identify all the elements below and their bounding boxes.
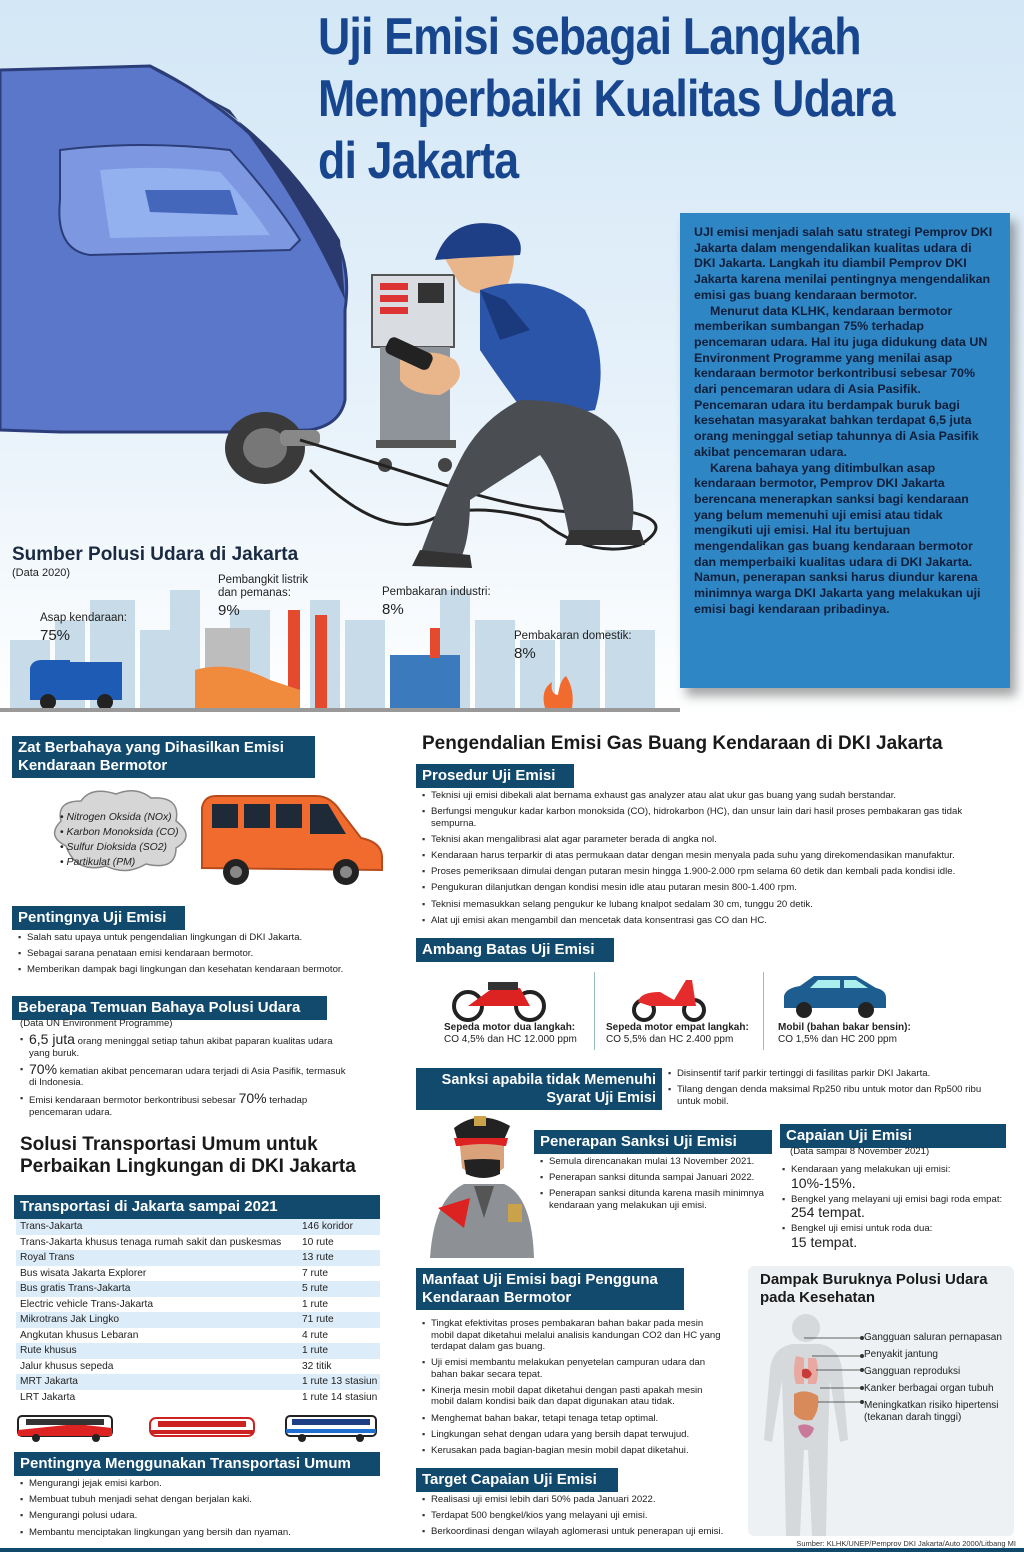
penerapan-header: Penerapan Sanksi Uji Emisi <box>534 1130 772 1154</box>
source-label: Asap kendaraan: <box>40 612 127 624</box>
table-row: Bus gratis Trans-Jakarta 5 rute <box>16 1281 380 1297</box>
police-officer-icon <box>424 1108 534 1258</box>
penting-transport-header: Pentingnya Menggunakan Transportasi Umum <box>14 1452 380 1476</box>
list-item: ▪ Kinerja mesin mobil dapat diketahui dengan pasti apakah mesin mobil dalam kondisi baik dan dapat digunakan atau tidak. <box>422 1385 726 1408</box>
ambang-caption: Sepeda motor dua langkah: CO 4,5% dan HC 12.000 ppm <box>444 1022 577 1045</box>
list-item: ▪ 70% kematian akibat pencemaran udara terjadi di Asia Pasifik, termasuk di Indonesia. <box>20 1064 350 1089</box>
list-item: ▪ Sebagai sarana penataan emisi kendaraan bermotor. <box>18 948 378 960</box>
list-item: ▪ Tingkat efektivitas proses pembakaran bahan bakar pada mesin mobil dapat diketahui melalui analisis kandungan CO2 dan HC yang terdapat dalam gas buang. <box>422 1318 726 1353</box>
prosedur-list <box>422 790 982 931</box>
gas-item: • Nitrogen Oksida (NOx) <box>60 810 179 825</box>
source-label: Pembakaran industri: <box>382 586 491 598</box>
table-row: MRT Jakarta 1 rute 13 stasiun <box>16 1374 380 1390</box>
ambang-caption: Sepeda motor empat langkah: CO 5,5% dan HC 2.400 ppm <box>606 1022 749 1045</box>
list-item: ▪ Kendaraan yang melakukan uji emisi: 10%-15%. <box>782 1164 1014 1189</box>
table-row: Mikrotrans Jak Lingko 71 rute <box>16 1312 380 1328</box>
sources-title: Sumber Polusi Udara di Jakarta <box>12 544 299 565</box>
ambang-header: Ambang Batas Uji Emisi <box>416 938 614 962</box>
list-item: ▪ Kerusakan pada bagian-bagian mesin mobil dapat diketahui. <box>422 1445 726 1457</box>
list-item: ▪ Memberikan dampak bagi lingkungan dan kesehatan kendaraan bermotor. <box>18 964 378 976</box>
title-line-3: di Jakarta <box>318 132 519 190</box>
table-row: Royal Trans 13 rute <box>16 1250 380 1266</box>
capaian-list <box>782 1164 1014 1253</box>
scooter-icon <box>630 972 710 1022</box>
gas-item: • Sulfur Dioksida (SO2) <box>60 840 179 855</box>
capaian-subtitle: (Data sampai 8 November 2021) <box>790 1146 930 1157</box>
gas-item: • Karbon Monoksida (CO) <box>60 825 179 840</box>
hero-section <box>0 0 1024 720</box>
temuan-subtitle: (Data UN Environment Programme) <box>20 1018 173 1029</box>
source-label: Pembangkit listrik dan pemanas: <box>218 574 309 599</box>
source-footnote: Sumber: KLHK/UNEP/Pemprov DKI Jakarta/Auto 2000/Litbang MI <box>796 1539 1016 1548</box>
list-item: ▪ Mengurangi polusi udara. <box>20 1510 380 1522</box>
list-item: ▪ Semula direncanakan mulai 13 November 2021. <box>540 1156 772 1168</box>
list-item: ▪ Proses pemeriksaan dimulai dengan putaran mesin hingga 1.900-2.000 rpm selama 60 detik dan kembali pada kondisi idle. <box>422 866 982 878</box>
list-item: ▪ Bengkel yang melayani uji emisi bagi roda empat: 254 tempat. <box>782 1194 1014 1219</box>
sanksi-header: Sanksi apabila tidak Memenuhi Syarat Uji Emisi <box>416 1068 662 1110</box>
list-item: ▪ Mengurangi jejak emisi karbon. <box>20 1478 380 1490</box>
intro-paragraph: Karena bahaya yang ditimbulkan asap kendaraan bermotor, Pemprov DKI Jakarta berencana menerapkan sanksi bagi kendaraan yang belum memenuhi uji emisi atau tidak mengikuti uji emisi. Hal itu bertujuan mengendalikan gas buang kendaraan bermotor dan memperbaiki kualitas udara di DKI Jakarta. Namun, penerapan sanksi harus diundur karena minimnya warga DKI Jakarta yang melakukan uji emisi bagi kendaraan pribadinya. <box>694 460 981 616</box>
penting-header: Pentingnya Uji Emisi <box>12 906 185 930</box>
list-item: ▪ Menghemat bahan bakar, tetapi tenaga tetap optimal. <box>422 1413 726 1425</box>
table-row: Trans-Jakarta khusus tenaga rumah sakit dan puskesmas 10 rute <box>20 1236 334 1248</box>
table-row: Bus wisata Jakarta Explorer 7 rute <box>20 1267 329 1279</box>
bus-icon <box>16 1414 116 1442</box>
list-item: Gangguan saluran pernapasan <box>864 1332 1002 1343</box>
penting-transport-list <box>20 1478 380 1543</box>
table-row: Trans-Jakarta 146 koridor <box>16 1219 380 1235</box>
bus-icon <box>284 1414 380 1442</box>
manfaat-header: Manfaat Uji Emisi bagi Pengguna Kendaraan Bermotor <box>416 1268 684 1310</box>
source-value: 9% <box>218 602 240 619</box>
intro-paragraph: UJI emisi menjadi salah satu strategi Pemprov DKI Jakarta dalam mengendalikan kualitas udara di DKI Jakarta. Langkah itu diambil Pemprov DKI Jakarta karena menilai pentingnya mengendalikan emisi gas buang kendaraan bermotor. <box>694 225 993 302</box>
source-value: 75% <box>40 627 71 644</box>
list-item: ▪ Membuat tubuh menjadi sehat dengan berjalan kaki. <box>20 1494 380 1506</box>
divider <box>594 972 595 1050</box>
motorcycle-icon <box>450 972 550 1022</box>
penting-list <box>18 932 378 981</box>
divider <box>763 972 764 1050</box>
list-item: ▪ Teknisi memasukkan selang pengukur ke lubang knalpot sedalam 30 cm, tunggu 20 detik. <box>422 899 982 911</box>
list-item: ▪ Salah satu upaya untuk pengendalian lingkungan di DKI Jakarta. <box>18 932 378 944</box>
ambang-caption: Mobil (bahan bakar bensin): CO 1,5% dan HC 200 ppm <box>778 1022 911 1045</box>
source-label: Pembakaran domestik: <box>514 630 632 642</box>
gas-list <box>60 810 179 870</box>
target-header: Target Capaian Uji Emisi <box>416 1468 618 1492</box>
list-item: ▪ Teknisi uji emisi dibekali alat bernama exhaust gas analyzer atau alat ukur gas buang yang sudah berstandar. <box>422 790 982 802</box>
list-item: ▪ 6,5 juta orang meninggal setiap tahun akibat paparan kualitas udara yang buruk. <box>20 1034 350 1059</box>
target-list <box>422 1494 742 1543</box>
car-icon <box>780 972 890 1020</box>
list-item: ▪ Alat uji emisi akan mengambil dan mencetak data konsentrasi gas CO dan HC. <box>422 915 982 927</box>
temuan-list <box>20 1031 350 1123</box>
list-item: ▪ Bengkel uji emisi untuk roda dua: 15 tempat. <box>782 1223 1014 1248</box>
list-item: ▪ Berfungsi mengukur kadar karbon monoksida (CO), hidrokarbon (HC), dan unsur lain dari hasil proses pembakaran gas tidak sempurna. <box>422 806 982 829</box>
list-item: Gangguan reproduksi <box>864 1366 961 1377</box>
list-item: Meningkatkan risiko hipertensi (tekanan darah tinggi) <box>864 1400 999 1423</box>
list-item: ▪ Lingkungan sehat dengan udara yang bersih dapat terwujud. <box>422 1429 726 1441</box>
manfaat-list <box>422 1318 726 1461</box>
zat-header: Zat Berbahaya yang Dihasilkan Emisi Kendaraan Bermotor <box>12 736 315 778</box>
list-item: ▪ Teknisi akan mengalibrasi alat agar parameter berada di angka nol. <box>422 834 982 846</box>
prosedur-header: Prosedur Uji Emisi <box>416 764 574 788</box>
list-item: ▪ Disinsentif tarif parkir tertinggi di fasilitas parkir DKI Jakarta. <box>668 1068 998 1080</box>
dampak-list <box>864 1332 1014 1424</box>
list-item: ▪ Membantu menciptakan lingkungan yang bersih dan nyaman. <box>20 1527 380 1539</box>
van-icon <box>196 790 386 890</box>
sanksi-list <box>668 1068 998 1112</box>
list-item: ▪ Berkoordinasi dengan wilayah aglomerasi untuk penerapan uji emisi. <box>422 1526 742 1538</box>
train-icon <box>148 1414 258 1442</box>
source-value: 8% <box>514 645 536 662</box>
table-row: Jalur khusus sepeda 32 titik <box>20 1360 332 1372</box>
list-item: ▪ Penerapan sanksi ditunda karena masih minimnya kendaraan yang melakukan uji emisi. <box>540 1188 772 1211</box>
transport-table <box>16 1219 380 1405</box>
list-item: Kanker berbagai organ tubuh <box>864 1383 994 1394</box>
dampak-title: Dampak Buruknya Polusi Udara pada Kesehatan <box>760 1271 988 1306</box>
list-item: ▪ Tilang dengan denda maksimal Rp250 ribu untuk motor dan Rp500 ribu untuk mobil. <box>668 1084 998 1107</box>
sources-subtitle: (Data 2020) <box>12 567 71 579</box>
capaian-header: Capaian Uji Emisi <box>780 1124 1006 1148</box>
list-item: Penyakit jantung <box>864 1349 938 1360</box>
title-line-1: Uji Emisi sebagai Langkah <box>318 8 861 66</box>
list-item: ▪ Pengukuran dilanjutkan dengan kondisi mesin idle atau putaran mesin 800-1.400 rpm. <box>422 882 982 894</box>
intro-box <box>680 213 1010 688</box>
table-row: Electric vehicle Trans-Jakarta 1 rute <box>20 1298 329 1310</box>
list-item: ▪ Realisasi uji emisi lebih dari 50% pada Januari 2022. <box>422 1494 742 1506</box>
pengendalian-title: Pengendalian Emisi Gas Buang Kendaraan di DKI Jakarta <box>422 733 943 754</box>
table-row: Angkutan khusus Lebaran 4 rute <box>20 1329 329 1341</box>
source-value: 8% <box>382 601 404 618</box>
temuan-header: Beberapa Temuan Bahaya Polusi Udara <box>12 996 327 1020</box>
table-row: LRT Jakarta 1 rute 14 stasiun <box>20 1391 378 1403</box>
transport-header: Transportasi di Jakarta sampai 2021 <box>14 1195 380 1219</box>
list-item: ▪ Terdapat 500 bengkel/kios yang melayani uji emisi. <box>422 1510 742 1522</box>
connector-lines <box>804 1330 864 1430</box>
solusi-title: Solusi Transportasi Umum untuk Perbaikan Lingkungan di DKI Jakarta <box>20 1134 356 1177</box>
list-item: ▪ Emisi kendaraan bermotor berkontribusi sebesar 70% terhadap pencemaran udara. <box>20 1093 350 1118</box>
list-item: ▪ Penerapan sanksi ditunda sampai Januari 2022. <box>540 1172 772 1184</box>
page-title <box>318 6 920 192</box>
table-row: Rute khusus 1 rute <box>16 1343 380 1359</box>
list-item: ▪ Uji emisi membantu melakukan penyetelan campuran udara dan bahan bakar secara tepat. <box>422 1357 726 1380</box>
intro-paragraph: Menurut data KLHK, kendaraan bermotor memberikan sumbangan 75% terhadap pencemaran udara. Hal itu juga didukung data UN Environment Programme yang menilai asap kendaraan bermotor berkontribusi sebesar 70% dari pencemaran udara di Asia Pasifik. Pencemaran udara itu berdampak buruk bagi kesehatan masyarakat bahkan terdapat 6,5 juta orang meninggal setiap tahunnya di Asia Pasifik akibat pencemaran udara. <box>694 303 988 459</box>
title-line-2: Memperbaiki Kualitas Udara <box>318 70 895 128</box>
list-item: ▪ Kendaraan harus terparkir di atas permukaan datar dengan mesin menyala pada suhu yang direkomendasikan manufaktur. <box>422 850 982 862</box>
penerapan-list <box>540 1156 772 1216</box>
bottom-rule <box>0 1548 1024 1552</box>
gas-item: • Partikulat (PM) <box>60 855 179 870</box>
